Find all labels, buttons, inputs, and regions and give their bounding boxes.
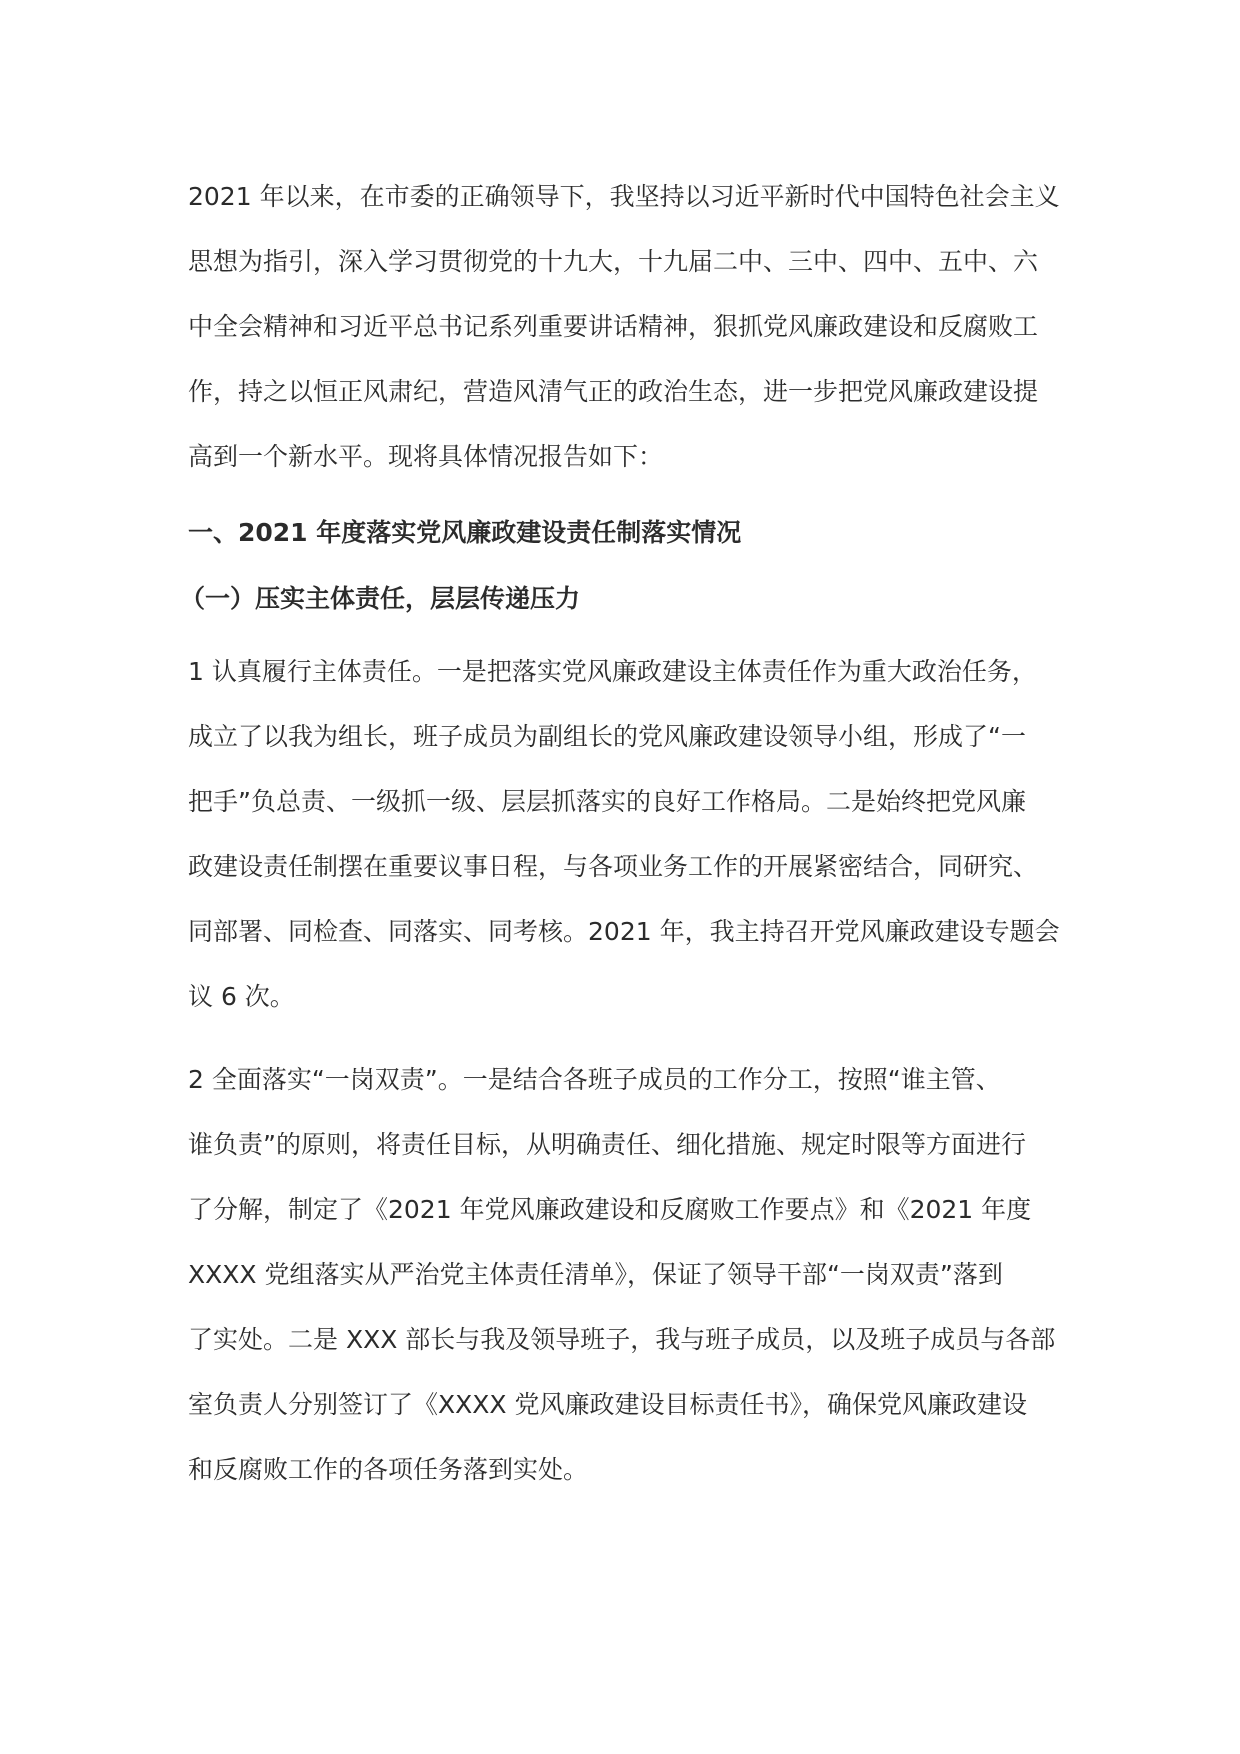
body-paragraph-2 — [188, 1047, 1068, 1502]
text-line: 作，持之以恒正风肃纪，营造风清气正的政治生态，进一步把党风廉政建设提 — [188, 377, 1039, 406]
text-line: 政建设责任制摆在重要议事日程，与各项业务工作的开展紧密结合，同研究、 — [188, 852, 1039, 881]
text-line: 了分解，制定了《2021 年党风廉政建设和反腐败工作要点》和《2021 年度 — [188, 1195, 1032, 1224]
text-line: 2021 年以来，在市委的正确领导下，我坚持以习近平新时代中国特色社会主义 — [188, 182, 1060, 211]
intro-paragraph — [188, 164, 1068, 489]
text-line: 室负责人分别签订了《XXXX 党风廉政建设目标责任书》，确保党风廉政建设 — [188, 1390, 1027, 1419]
text-line: 和反腐败工作的各项任务落到实处。 — [188, 1455, 589, 1484]
text-line: 了实处。二是 XXX 部长与我及领导班子，我与班子成员，以及班子成员与各部 — [188, 1325, 1056, 1354]
text-line: 议 6 次。 — [188, 982, 295, 1011]
document-page — [180, 0, 1068, 1502]
text-line: 把手”负总责、一级抓一级、层层抓落实的良好工作格局。二是始终把党风廉 — [188, 787, 1026, 816]
text-line: XXXX 党组落实从严治党主体责任清单》，保证了领导干部“一岗双责”落到 — [188, 1260, 1003, 1289]
text-line: 谁负责”的原则，将责任目标，从明确责任、细化措施、规定时限等方面进行 — [188, 1130, 1026, 1159]
text-line: 2 全面落实“一岗双责”。一是结合各班子成员的工作分工，按照“谁主管、 — [188, 1065, 1001, 1094]
text-line: 中全会精神和习近平总书记系列重要讲话精神，狠抓党风廉政建设和反腐败工 — [188, 312, 1039, 341]
text-line: 高到一个新水平。现将具体情况报告如下： — [188, 442, 664, 471]
text-line: 同部署、同检查、同落实、同考核。2021 年，我主持召开党风廉政建设专题会 — [188, 917, 1060, 946]
text-line: 成立了以我为组长，班子成员为副组长的党风廉政建设领导小组，形成了“一 — [188, 722, 1026, 751]
body-paragraph-1 — [188, 639, 1068, 1029]
text-line: 思想为指引，深入学习贯彻党的十九大，十九届二中、三中、四中、五中、六 — [188, 247, 1039, 276]
subsection-heading: （一）压实主体责任，层层传递压力 — [180, 584, 581, 613]
text-line: 1 认真履行主体责任。一是把落实党风廉政建设主体责任作为重大政治任务， — [188, 657, 1037, 686]
section-heading: 一、2021 年度落实党风廉政建设责任制落实情况 — [188, 518, 742, 547]
